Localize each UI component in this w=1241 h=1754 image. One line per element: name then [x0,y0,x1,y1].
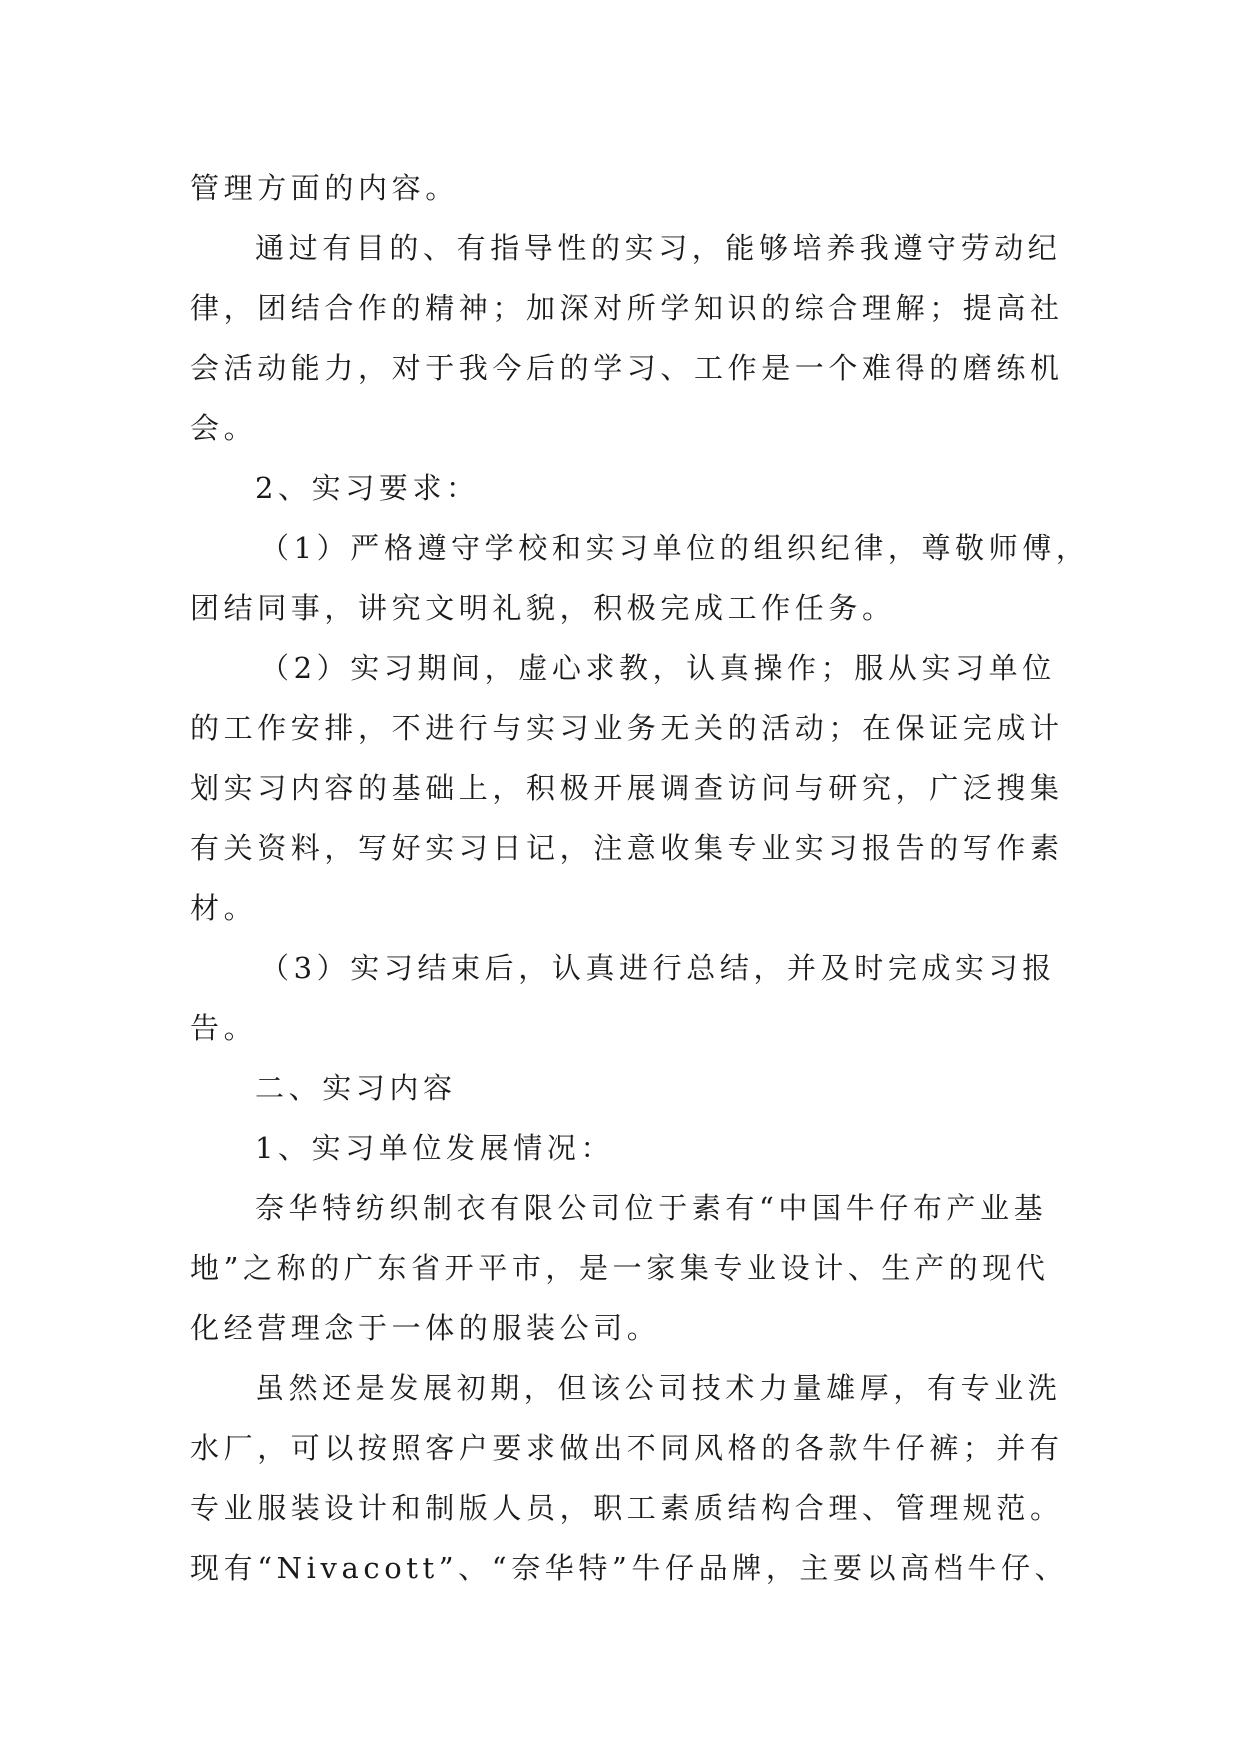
text-line: 会活动能力，对于我今后的学习、工作是一个难得的磨练机 [190,351,1064,385]
text-line: 告。 [190,1011,258,1045]
text-line: （3）实习结束后，认真进行总结，并及时完成实习报 [260,951,1056,985]
text-line: 会。 [190,411,258,445]
text-line: （1）严格遵守学校和实习单位的组织纪律，尊敬师傅， [260,531,1090,565]
section-heading: 2、实习要求： [255,471,480,505]
text-line: 通过有目的、有指导性的实习，能够培养我遵守劳动纪 [255,231,1062,265]
text-line: 地”之称的广东省开平市，是一家集专业设计、生产的现代 [190,1251,1050,1285]
text-line: 专业服装设计和制版人员，职工素质结构合理、管理规范。 [190,1491,1064,1525]
text-line: 律，团结合作的精神；加深对所学知识的综合理解；提高社 [190,291,1064,325]
text-line: （2）实习期间，虚心求教，认真操作；服从实习单位 [260,651,1056,685]
text-line: 现有“Nivacott”、“奈华特”牛仔品牌，主要以高档牛仔、 [190,1551,1069,1585]
text-line: 的工作安排，不进行与实习业务无关的活动；在保证完成计 [190,711,1064,745]
text-line: 划实习内容的基础上，积极开展调查访问与研究，广泛搜集 [190,771,1064,805]
text-line: 有关资料，写好实习日记，注意收集专业实习报告的写作素 [190,831,1064,865]
text-line: 管理方面的内容。 [190,171,459,205]
text-line: 奈华特纺织制衣有限公司位于素有“中国牛仔布产业基 [255,1191,1048,1225]
text-line: 材。 [190,891,258,925]
section-heading: 二、实习内容 [255,1071,457,1105]
document-body [190,158,1090,1598]
text-line: 团结同事，讲究文明礼貌，积极完成工作任务。 [190,591,896,625]
text-line: 化经营理念于一体的服装公司。 [190,1311,661,1345]
text-line: 水厂，可以按照客户要求做出不同风格的各款牛仔裤；并有 [190,1431,1064,1465]
text-line: 虽然还是发展初期，但该公司技术力量雄厚，有专业洗 [255,1371,1062,1405]
section-heading: 1、实习单位发展情况： [255,1131,615,1165]
